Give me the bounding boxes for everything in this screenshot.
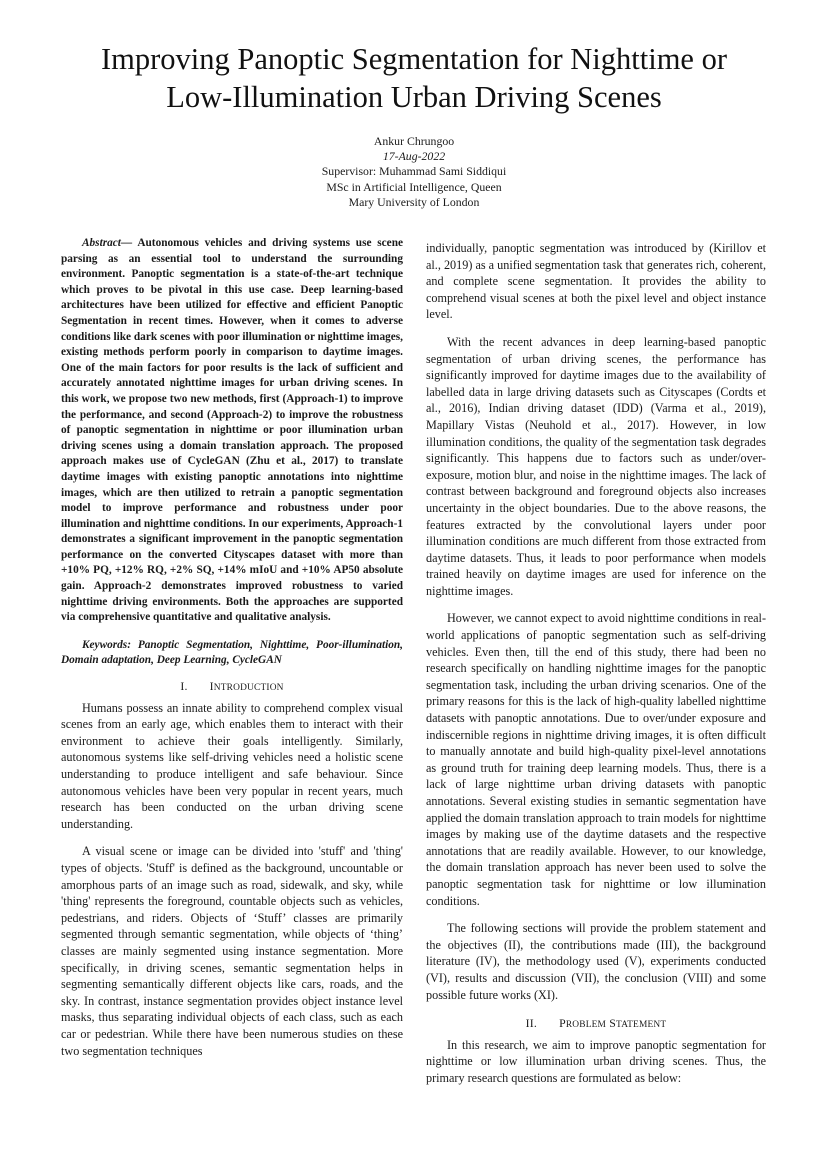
- intro-paragraph-4: With the recent advances in deep learning-based panoptic segmentation of urban driving scenes, the performance has significantly improved for daytime images due to the availability of labelled data in large driving datasets such as Cityscapes (Cordts et al., 2016), Indian driving dataset (IDD) (Varma et al., 2019), Mapillary Vistas (Neuhold et al., 2017). However, in low illumination conditions, the quality of the segmentation task degrades significantly. This happens due to factors such as under/over-exposure, motion blur, and noise in the nighttime images. The lack of contrast between background and foreground objects also increases uncertainty in the object boundaries. Due to the above reasons, the features extracted by the convolutional layers under poor illumination conditions are much different from those extracted from daytime datasets. Thus, it leads to poor performance when models trained heavily on daytime images are used for inference on the nighttime images.: [426, 334, 766, 598]
- author-name: Ankur Chrungoo: [373, 134, 455, 148]
- abstract-text: Autonomous vehicles and driving systems use scene parsing as an essential tool to understand the surrounding environment. Panoptic segmentation is a state-of-the-art technique which proves to be pivotal in this use case. Deep learning-based architectures have been utilized for effective and efficient Panoptic Segmentation in recent times. However, when it comes to adverse conditions like dark scenes with poor illumination or nighttime images, existing methods perform poorly in comparison to daytime images. One of the main factors for poor results is the lack of sufficient and accurately annotated nighttime images for urban driving scenes. In this work, we propose two new methods, first (Approach-1) to improve the performance, and second (Approach-2) to improve the robustness of panoptic segmentation in nighttime or poor illumination urban driving scenes using a domain translation approach. The proposed approach makes use of CycleGAN (Zhu et al., 2017) to translate daytime images with existing panoptic annotations into nighttime images, which are then utilized to retrain a panoptic segmentation model to improve performance and robustness under poor illumination and nighttime conditions. In our experiments, Approach-1 demonstrates a significant improvement in the panoptic segmentation performance on the converted Cityscapes dataset with more than +10% PQ, +12% RQ, +2% SQ, +14% mIoU and +10% AP50 absolute gain. Approach-2 demonstrates improved robustness to varied nighttime driving environments. Both the approaches are supported via comprehensive quantitative and qualitative analysis.: [61, 237, 403, 624]
- heading-rest: ROBLEM: [565, 1020, 607, 1031]
- abstract: [61, 236, 403, 626]
- program-line-1: MSc in Artificial Intelligence, Queen: [326, 179, 502, 194]
- section-number: II.: [525, 1016, 538, 1031]
- section-heading-problem-statement: [426, 1015, 766, 1034]
- right-column: [426, 240, 766, 1087]
- program-line-2: Mary University of London: [348, 194, 480, 209]
- keywords-label: Keywords:: [82, 638, 131, 651]
- intro-paragraph-6: The following sections will provide the problem statement and the objectives (II), the contributions made (III), the background literature (IV), the methodology used (V), experiments conducted (VI), results and discussion (VII), the conclusion (VIII) and some possible future works (XI).: [426, 921, 766, 1002]
- section-number: I.: [180, 679, 188, 694]
- paper-title: [40, 40, 788, 116]
- keywords: [61, 638, 403, 669]
- paper-date: 17-Aug-2022: [382, 149, 446, 164]
- keywords-text: Panoptic Segmentation, Nighttime, Poor-illumination, Domain adaptation, Deep Learning, CycleGAN: [61, 638, 403, 667]
- heading-rest-2: TATEMENT: [616, 1020, 667, 1031]
- title-line-1: Improving Panoptic Segmentation for Nighttime or: [101, 42, 727, 76]
- heading-initial-2: S: [609, 1016, 617, 1031]
- supervisor-line: Supervisor: Muhammad Sami Siddiqui: [321, 164, 507, 179]
- heading-initial: P: [559, 1016, 566, 1031]
- problem-paragraph-1: In this research, we aim to improve panoptic segmentation for nighttime or low illumination urban driving scenes. Thus, the primary research questions are formulated as below:: [426, 1037, 766, 1085]
- intro-paragraph-5: However, we cannot expect to avoid nighttime conditions in real-world applications of panoptic segmentation such as self-driving vehicles. Even then, till the end of this study, there had been no research specifically on handling nighttime images for the panoptic segmentation task, including the urban driving scenarios. One of the primary reasons for this is the lack of high-quality labelled nighttime datasets with panoptic annotations. Due to over/under exposure and indiscernible regions in nighttime driving images, it is often difficult to manually annotate and build high-quality pixel-level annotations as ground truth for training deep learning models. Thus, there is a lack of large nighttime urban driving datasets with panoptic annotations. Several existing studies in semantic segmentation have applied the domain translation approach to train models for nighttime images by making use of the daytime datasets and the respective annotations that are readily available. However, to our knowledge, the domain translation approach has never been used to solve the panoptic segmentation task for nighttime or low illumination conditions.: [426, 611, 766, 908]
- intro-paragraph-1: Humans possess an innate ability to comprehend complex visual scenes from an early age, which enables them to interact with their environment to achieve their goals intelligently. Similarly, autonomous systems like self-driving vehicles need a holistic scene understanding to produce intelligent and safe behaviour. Since autonomous vehicles have been very popular in recent years, much research has been conducted on the urban driving scene understanding.: [61, 700, 403, 831]
- heading-initial: I: [209, 679, 214, 694]
- title-line-2: Low-Illumination Urban Driving Scenes: [166, 80, 662, 114]
- left-column: [61, 236, 403, 1059]
- intro-paragraph-2: A visual scene or image can be divided into 'stuff' and 'thing' types of objects. 'Stuff' is defined as the background, uncountable or amorphous parts of an image such as road, sidewalk, and sky, while 'thing' represents the foreground, countable objects such as vehicles, pedestrians, and riders. Objects of ‘Stuff’ classes are primarily segmented through semantic segmentation, while objects of ‘thing’ classes are mainly segmented using instance segmentation. More specifically, in driving scenes, semantic segmentation helps in segmenting semantically different objects like cars, roads, and the sky. In contrast, instance segmentation provides object instance level masks, thus separating individual objects of each class, such as each car or pedestrian. While there have been numerous studies on these two segmentation techniques: [61, 844, 403, 1058]
- author-block: [214, 134, 614, 210]
- heading-rest: NTRODUCTION: [213, 683, 284, 694]
- intro-paragraph-3: individually, panoptic segmentation was introduced by (Kirillov et al., 2019) as a unified segmentation task that generates rich, coherent, and complete scene segmentation. It provides the ability to comprehend visual scenes at both the pixel level and object instance level.: [426, 241, 766, 322]
- section-heading-introduction: [61, 678, 403, 697]
- abstract-label: Abstract—: [82, 237, 133, 249]
